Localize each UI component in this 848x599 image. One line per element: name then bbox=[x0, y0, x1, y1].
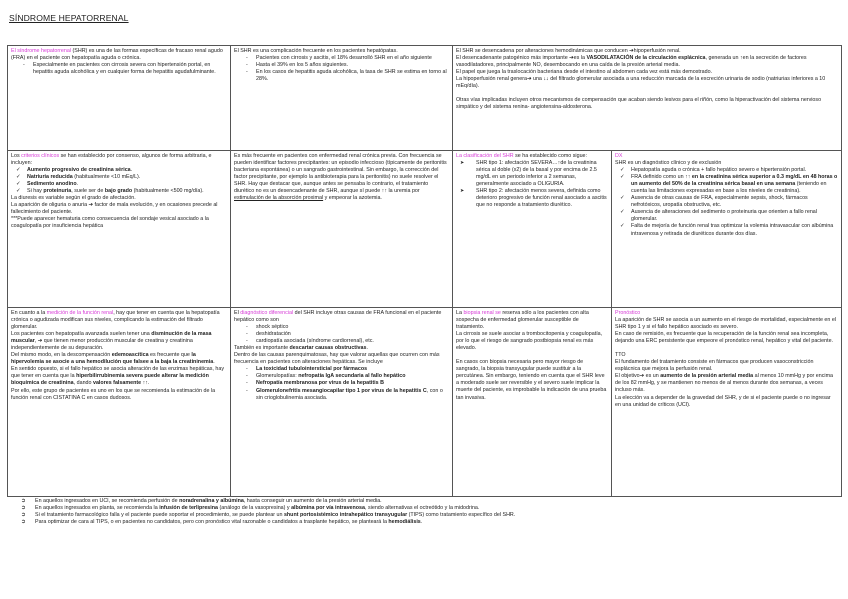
cell-differential: El diagnóstico diferencial del SHR incluye otras causas de FRA funcional en el paciente hepático como son - shock séptico - deshidratación - cardiopatía asociada (síndrome cardiorrenal), etc. También es importante descartar causas obstructivas. Dentro de las causas parenquimatosas, hay que valorar aquellas que ocurren con más frecuencia en pacientes con alteraciones hepáticas. Se incluye - La toxicidad tubulointersticial por fármacos - Glomerulopatías: nefropatía IgA secundaria al fallo hepático - Nefropatía membranosa por virus de la hepatitis B - Glomerulonefritis mesangiocapilar tipo 1 por virus de la hepatitis C, con o sin crioglobulinemia asociada. bbox=[231, 308, 453, 497]
page-title: SÍNDROME HEPATORRENAL bbox=[9, 13, 129, 23]
heading-dx: DX bbox=[615, 153, 623, 159]
term-biopsy: biopsia renal se bbox=[463, 310, 501, 316]
cell-pathogenesis: El SHR se desencadena por alteraciones hemodinámicas que conducen ➔hipoperfusión renal. El desencadenante patogénico más importante ➔es la VASODILATACIÓN de la circulación esplácnica, generada un ↑en la secreción de factores vasodilatadores, principalmente NO, desembocando en una caída de la presión arterial media. El papel que juega la traslocación bacteriana desde el intestino al abdomen cada vez está más demostrado. La hipoperfusión renal genera➔ una ↓↓ del filtrado glomerular asociada a una reducción marcada de la excreción urinaria de sodio (natriurias inferiores a 10 mEq/día). Otras vías implicadas incluyen otros mecanismos de compensación que acaban siendo lesivos para el riñón, como la hiperactivación del sistema nervioso simpático y del sistema renina- angiotensina-aldosterona. bbox=[453, 46, 842, 151]
criteria-list bbox=[11, 167, 227, 195]
cell-biopsy: La biopsia renal se reserva sólo a los pacientes con alta sospecha de enfermedad glomerular susceptible de tratamiento. La cirrosis se suele asociar a trombocitopenia y coagulopatía, por lo que el riesgo de sangrado postbiopsia renal es más elevado. En casos con biopsia necesaria pero mayor riesgo de sangrado, la biopsia transyugular puede sustituir a la percutánea. Sin embargo, teniendo en cuenta que el SHR leve a moderado suele ser reversible y el severo suele implicar la muerte del paciente, es improbable la indicación de una prueba tan invasiva. bbox=[453, 308, 612, 497]
treatment-line: ➲ En aquellos ingresados en UCI, se recomienda perfusión de noradrenalina y albúmina, hasta conseguir un aumento de la presión arterial media. bbox=[21, 498, 382, 504]
list-item: ✓ Natriuria reducida (habitualmente <10 mEq/L). bbox=[11, 174, 227, 181]
list-item: - Glomerulopatías: nefropatía IgA secundaria al fallo hepático bbox=[234, 373, 449, 380]
cell-diagnosis: DX SHR es un diagnóstico clínico y de exclusión ✓ Hepatopatía aguda o crónica + fallo hepático severo e hipertensión portal. ✓ FRA definido como un ↑↑ en la creatinina sérica superior a 0.3 mg/dL en 48 horas o un aumento del 50% de la creatinina sérica basal en una semana (teniendo en cuenta las limitaciones expresadas en base a los niveles de creatinina). ✓ Ausencia de otras causas de FRA, especialmente sepsis, shock, fármacos nefrotóxicos, uropatía obstructiva, etc. ✓ Ausencia de alteraciones del sedimento o proteinuria que orienten a fallo renal glomerular. ✓ Falta de mejoría de función renal tras optimizar la volemia intravascular con albúmina intravenosa y retirada de diuréticos durante dos días. bbox=[612, 151, 842, 308]
treatment-notes bbox=[7, 498, 841, 526]
term-classification: La clasificación del SHR bbox=[456, 153, 514, 159]
list-item: ✓ Si hay proteinuria, suele ser de bajo grado (habitualmente <500 mg/día). bbox=[11, 188, 227, 195]
heading-prognosis: Pronóstico bbox=[615, 310, 641, 316]
list-item: ✓ Falta de mejoría de función renal tras optimizar la volemia intravascular con albúmina intravenosa y retirada de diuréticos durante dos días. bbox=[615, 223, 838, 237]
classification-list bbox=[456, 160, 608, 209]
term-measurement: medición de la función renal bbox=[46, 310, 114, 316]
list-item: - deshidratación bbox=[234, 331, 449, 338]
list-item: ✓ Aumento progresivo de creatinina sérica. bbox=[11, 167, 227, 174]
cell-frequency: El SHR es una complicación frecuente en los pacientes hepatópatas. - Pacientes con cirrosis y ascitis, el 18% desarrolló SHR en el año siguiente - Hasta el 39% en los 5 años siguientes. - En los casos de hepatitis aguda alcohólica, la tasa de SHR se estima en torno al 28%. bbox=[231, 46, 453, 151]
parenchymal-list bbox=[234, 366, 449, 401]
list-item: - Glomerulonefritis mesangiocapilar tipo 1 por virus de la hepatitis C, con o sin crioglobulinemia asociada. bbox=[234, 388, 449, 402]
list-item: - En los casos de hepatitis aguda alcohólica, la tasa de SHR se estima en torno al 28%. bbox=[234, 69, 449, 83]
list-item: ➤ SHR tipo 2: afectación menos severa, definida como deterioro progresivo de función renal asociado a ascitis que no responde a tratamiento diurético. bbox=[456, 188, 608, 209]
term-differential: diagnóstico diferencial bbox=[240, 310, 294, 316]
differential-list bbox=[234, 324, 449, 345]
arrow-icon: ➲ bbox=[21, 505, 26, 512]
treatment-line: ➲ Si el tratamiento farmacológico falla y el paciente puede soportar el procedimiento, se puede plantear un shunt portosistémico intrahepático transyugular (TIPS) como tratamiento específico del SHR. bbox=[21, 512, 516, 519]
list-item: - shock séptico bbox=[234, 324, 449, 331]
cell-renal-measurement: En cuanto a la medición de la función renal, hay que tener en cuenta que la hepatopatía crónica o agudizada modifican sus niveles, complicando la estimación del filtrado glomerular. Los pacientes con hepatopatía avanzada suelen tener una disminución de la masa muscular, ➔ que tienen menor producción muscular de creatina y creatinina independientemente de su depuración. Del mismo modo, en la descompensación edemoascítica es frecuente que la hipervolemia se asocie a una hemodilución que falsee a la baja la creatininemia. En sentido opuesto, si el fallo hepático se asocia alteración de las enzimas hepáticas, hay que tener en cuenta que la hiperbilirrubinemia severa puede alterar la medición bioquímica de creatinina, dando valores falsamente ↑↑. Por ello, este grupo de pacientes es uno en los que se recomienda la estimación de la función renal con CISTATINA C en casos dudosos. bbox=[8, 308, 231, 497]
definition-list bbox=[11, 62, 227, 76]
list-item: ✓ Ausencia de alteraciones del sedimento o proteinuria que orienten a fallo renal glomerular. bbox=[615, 209, 838, 223]
dx-list bbox=[615, 167, 838, 237]
frequency-list bbox=[234, 55, 449, 83]
list-item: - Especialmente en pacientes con cirrosis severa con hipertensión portal, en hepatitis aguda alcohólica y en cualquier forma de hepatitis agudafulminante. bbox=[11, 62, 227, 76]
cell-precipitants: Es más frecuente en pacientes con enfermedad renal crónica previa. Con frecuencia se pueden identificar factores precipitantes: un episodio infeccioso (típicamente de peritonitis bacteriana espontánea) o un sangrado gastrointestinal. Sin embargo, la corrección del factor precipitante, por ejemplo la antibioterapia para la peritonitis) no suele resolver el SHR. Hay que destacar que, aunque antes se pensaba lo contrario, el tratamiento diurético no es un desencadenante de SHR, aunque sí puede ↑↑ la uremia por estimulación de la absorción proximal y empeorar la azotemia. bbox=[231, 151, 453, 308]
list-item: ➤ SHR tipo 1: afectación SEVERA…↑de la creatinina sérica al doble (x2) de la basal y por encima de 2.5 mg/dL en un periodo inferior a 2 semanas, generalmente asociado a OLIGURIA. bbox=[456, 160, 608, 188]
arrow-icon: ➲ bbox=[21, 519, 26, 526]
list-item: - Pacientes con cirrosis y ascitis, el 18% desarrolló SHR en el año siguiente bbox=[234, 55, 449, 62]
list-item: - Nefropatía membranosa por virus de la hepatitis B bbox=[234, 380, 449, 387]
term-criteria: criterios clínicos bbox=[21, 153, 60, 159]
treatment-line: ➲ Para optimizar de cara al TIPS, o en pacientes no candidatos, pero con pronóstico vital razonable o candidatos a trasplante hepático, se planteará la hemodiálisis. bbox=[21, 519, 423, 526]
cell-classification: La clasificación del SHR se ha establecido como sigue: ➤ SHR tipo 1: afectación SEVERA…↑de la creatinina sérica al doble (x2) de la basal y por encima de 2.5 mg/dL en un periodo inferior a 2 semanas, generalmente asociado a OLIGURIA. ➤ SHR tipo 2: afectación menos severa, definida como deterioro progresivo de función renal asociado a ascitis que no responde a tratamiento diurético. bbox=[453, 151, 612, 308]
list-item: - cardiopatía asociada (síndrome cardiorrenal), etc. bbox=[234, 338, 449, 345]
list-item: ✓ Sedimento anodino. bbox=[11, 181, 227, 188]
cell-definition: El síndrome hepatorrenal (SHR) es una de las formas específicas de fracaso renal agudo (FRA) en el paciente con hepatopatía aguda o crónica. - Especialmente en pacientes con cirrosis severa con hipertensión portal, en hepatitis aguda alcohólica y en cualquier forma de hepatitis agudafulminante. bbox=[8, 46, 231, 151]
cell-clinical-criteria: Los criterios clínicos se han establecido por consenso, algunos de forma arbitraria, e incluyen: ✓ Aumento progresivo de creatinina sérica. ✓ Natriuria reducida (habitualmente <10 mEq/L). ✓ Sedimento anodino. ✓ Si hay proteinuria, suele ser de bajo grado (habitualmente <500 mg/día). La diuresis es variable según el grado de afectación. La aparición de oliguria o anuria ➔ factor de mala evolución, y en ocasiones precede al fallecimiento del paciente. ***Puede aparecer hematuria como consecuencia del sondaje vesical asociado a la coagulopatía por insuficiencia hepática bbox=[8, 151, 231, 308]
arrow-icon: ➲ bbox=[21, 512, 26, 519]
list-item: ✓ FRA definido como un ↑↑ en la creatinina sérica superior a 0.3 mg/dL en 48 horas o un aumento del 50% de la creatinina sérica basal en una semana (teniendo en cuenta las limitaciones expresadas en base a los niveles de creatinina). bbox=[615, 174, 838, 195]
list-item: - La toxicidad tubulointersticial por fármacos bbox=[234, 366, 449, 373]
content-grid bbox=[7, 45, 842, 497]
arrow-icon: ➲ bbox=[21, 498, 26, 504]
list-item: - Hasta el 39% en los 5 años siguientes. bbox=[234, 62, 449, 69]
term-hepatorrenal: El síndrome hepatorrenal bbox=[11, 48, 72, 54]
treatment-line: ➲ En aquellos ingresados en planta, se recomienda la infusión de terlipresina (análogo de la vasopresina) y albúmina por vía intravenosa, siendo alternativas el octreótido y la midodrina. bbox=[21, 505, 480, 512]
heading-tto: TTO bbox=[615, 352, 626, 359]
cell-prognosis: Pronóstico La aparición de SHR se asocia a un aumento en el riesgo de mortalidad, especialmente en el SHR tipo 1 y si el fallo hepático asociado es severo. En caso de remisión, es frecuente que la recuperación de la función renal sea incompleta, dejando una ERC persistente que empeore el pronóstico renal, hepático y vital del paciente. TTO El fundamento del tratamiento consiste en fármacos que producen vasoconstricción esplácnica que mejora la perfusión renal. El objetivo➔ es un aumento de la presión arterial media al menos 10 mmHg y por encima de los 82 mmHg, y se mantienen no menos de al menos durante dos semanas, a veces incluso más. La elección va a depender de la gravedad del SHR, y de si el paciente puede o no ingresar en una unidad de críticos (UCI). bbox=[612, 308, 842, 497]
list-item: ✓ Ausencia de otras causas de FRA, especialmente sepsis, shock, fármacos nefrotóxicos, uropatía obstructiva, etc. bbox=[615, 195, 838, 209]
list-item: ✓ Hepatopatía aguda o crónica + fallo hepático severo e hipertensión portal. bbox=[615, 167, 838, 174]
